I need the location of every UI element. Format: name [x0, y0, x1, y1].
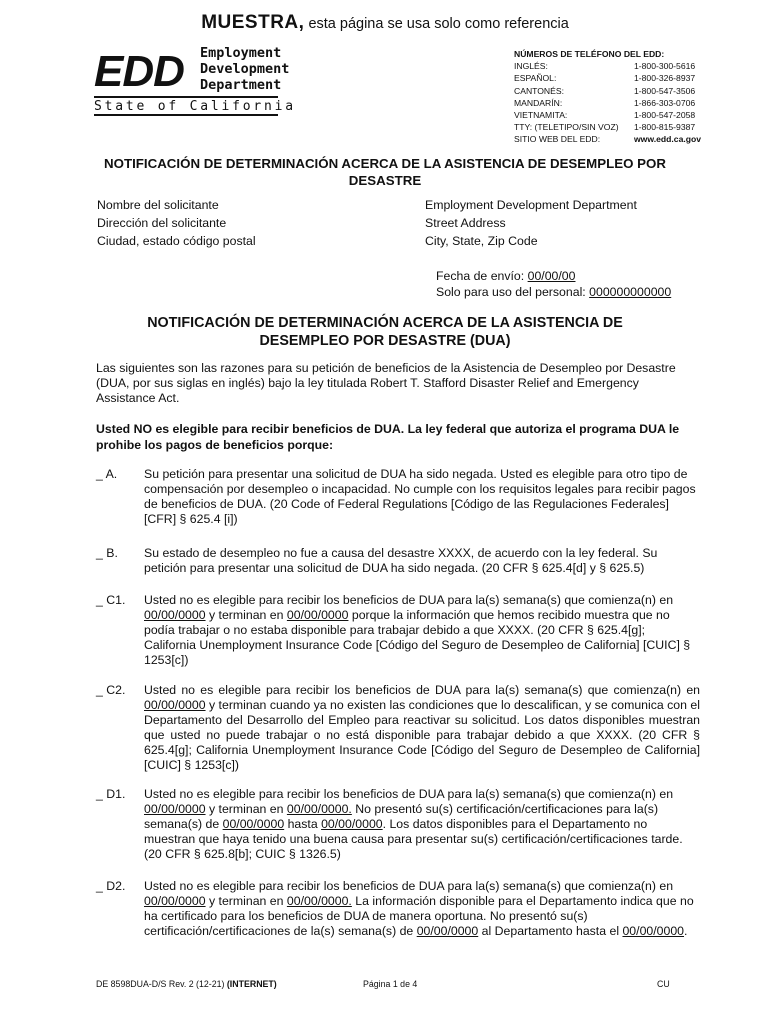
- edd-logo-rule-top: [94, 96, 278, 98]
- edd-logo: [94, 44, 296, 114]
- reason-text: Usted no es elegible para recibir los beneficios de DUA para la(s) semana(s) que comienza(n) en 00/00/0000 y terminan en 00/00/0000. No presentó su(s) certificación/certificaciones para la(s) semana(s) de 00/00/0000 hasta 00/00/0000. Los datos disponibles para el Departamento no muestran que haya tenido una buena causa para presentar su(s) certificación/certificaciones tarde. (20 CFR § 625.8[b]; CUIC § 1326.5): [144, 787, 683, 861]
- ineligible-statement: Usted NO es elegible para recibir beneficios de DUA. La ley federal que autoriza el programa DUA le prohibe los pagos de beneficios porque:: [96, 422, 680, 452]
- mail-date-value: 00/00/00: [527, 269, 576, 283]
- phone-row: [514, 121, 714, 133]
- phone-row: [514, 97, 714, 109]
- date-field: 00/00/0000: [416, 924, 479, 938]
- dua-title-line1: NOTIFICACIÓN DE DETERMINACIÓN ACERCA DE LA ASISTENCIA DE: [147, 315, 623, 331]
- phone-row: [514, 72, 714, 84]
- date-field: 00/00/0000.: [286, 802, 352, 816]
- reason-text: Su estado de desempleo no fue a causa del desastre XXXX, de acuerdo con la ley federal. Su petición para presentar una solicitud de DUA ha sido negada. (20 CFR § 625.4[d] y § 625.5): [144, 546, 658, 575]
- reason-text: Usted no es elegible para recibir los beneficios de DUA para la(s) semana(s) que comienza(n) en 00/00/0000 y terminan cuando ya no existen las condiciones que lo descalifican, y se comunica con el Departamento del Desarrollo del Empleo para reactivar su solicitud. Los datos disponibles muestran que usted no puede trabajar o no está disponible para trabajar debido a que XXXX. (20 CFR § 625.4[g]; California Unemployment Insurance Code [Código del Seguro de Desempleo de California] [CUIC] § 1253[c]): [144, 683, 700, 772]
- website-label: SITIO WEB DEL EDD:: [514, 134, 601, 145]
- date-field: 00/00/0000: [222, 817, 285, 831]
- date-block: [436, 268, 671, 300]
- phone-value: 1-800-547-3506: [634, 85, 696, 96]
- staff-use-value: 000000000000: [589, 285, 672, 299]
- phone-value: 1-800-815-9387: [634, 122, 696, 133]
- edd-logo-acronym: EDD: [94, 47, 184, 96]
- reason-text: Usted no es elegible para recibir los beneficios de DUA para la(s) semana(s) que comienza(n) en 00/00/0000 y terminan en 00/00/0000 porque la información que hemos recibido muestra que no podía trabajar o no estaba disponible para trabajar debido a que XXXX. (20 CFR § 625.4[g]; California Unemployment Insurance Code [Código del Seguro de Desempleo de California] [CUIC] § 1253[c]): [144, 593, 691, 667]
- date-field: 00/00/0000: [286, 608, 349, 622]
- claimant-address: Dirección del solicitante: [97, 216, 227, 230]
- website-link[interactable]: www.edd.ca.gov: [634, 134, 702, 145]
- claimant-address-block: [97, 196, 256, 250]
- reason-code[interactable]: _ A.: [96, 467, 118, 481]
- date-field: 00/00/0000: [144, 894, 206, 908]
- phone-value: 1-800-547-2058: [634, 110, 696, 121]
- reason-code[interactable]: _ D1.: [96, 787, 126, 801]
- date-field: 00/00/0000: [321, 817, 383, 831]
- reason-code[interactable]: _ C1.: [96, 593, 126, 607]
- agency-address-block: [425, 196, 637, 250]
- date-field: 00/00/0000: [144, 608, 206, 622]
- agency-address: Street Address: [425, 216, 506, 230]
- phone-numbers: [514, 48, 714, 146]
- edd-logo-line2: Development: [200, 61, 290, 77]
- reason-code[interactable]: _ D2.: [96, 879, 126, 893]
- phone-value: 1-800-326-8937: [634, 73, 696, 84]
- phone-label: ESPAÑOL:: [514, 73, 557, 84]
- claimant-city: Ciudad, estado código postal: [97, 234, 256, 248]
- claimant-name: Nombre del solicitante: [97, 198, 219, 212]
- edd-logo-state: State of California: [94, 99, 296, 114]
- notice-title: [60, 155, 710, 189]
- mail-date-label: Fecha de envío:: [436, 269, 528, 283]
- phone-label: MANDARÍN:: [514, 97, 563, 108]
- reason-d1: [96, 787, 706, 862]
- date-field: 00/00/0000: [622, 924, 685, 938]
- notice-title-line1: NOTIFICACIÓN DE DETERMINACIÓN ACERCA DE LA ASISTENCIA DE DESEMPLEO POR: [104, 156, 666, 171]
- date-field: 00/00/0000: [144, 698, 206, 712]
- dua-title: [80, 314, 690, 350]
- reason-code[interactable]: _ B.: [96, 546, 118, 560]
- phone-value: 1-866-303-0706: [634, 97, 696, 108]
- phone-label: INGLÉS:: [514, 61, 548, 72]
- phone-row: [514, 60, 714, 72]
- website-row: [514, 133, 714, 145]
- sample-banner-big: MUESTRA,: [201, 12, 305, 33]
- notice-title-line2: DESASTRE: [348, 173, 422, 188]
- reason-d2: [96, 879, 706, 939]
- phone-label: TTY: (TELETIPO/SIN VOZ): [514, 122, 619, 133]
- date-field: 00/00/0000: [144, 802, 206, 816]
- phone-label: VIETNAMITA:: [514, 110, 568, 121]
- edd-logo-name: [200, 45, 289, 93]
- form-code: CU: [657, 979, 670, 989]
- edd-logo-line3: Department: [200, 77, 282, 93]
- agency-name: Employment Development Department: [425, 198, 637, 212]
- reason-c1: [96, 593, 706, 668]
- phone-value: 1-800-300-5616: [634, 61, 696, 72]
- mail-date: [436, 268, 671, 284]
- reason-b: [96, 546, 706, 576]
- reason-a: [96, 467, 706, 527]
- intro-paragraph: Las siguientes son las razones para su petición de beneficios de la Asistencia de Desempleo por Desastre (DUA, por sus siglas en inglés) bajo la ley titulada Robert T. Stafford Disaster Relief and Emergency Assistance Act.: [96, 361, 676, 405]
- phone-row: [514, 85, 714, 97]
- edd-logo-line1: Employment: [200, 45, 282, 61]
- page-number: Página 1 de 4: [363, 979, 418, 989]
- phone-label: CANTONÉS:: [514, 85, 564, 96]
- phone-row: [514, 109, 714, 121]
- agency-city: City, State, Zip Code: [425, 234, 538, 248]
- reason-text: Usted no es elegible para recibir los beneficios de DUA para la(s) semana(s) que comienza(n) en 00/00/0000 y terminan en 00/00/0000. La información disponible para el Departamento indica que no ha certificado para los beneficios de DUA de manera oportuna. No presentó su(s) certificación/certificaciones de la(s) semana(s) de 00/00/0000 al Departamento hasta el 00/00/0000.: [144, 879, 694, 938]
- form-number: DE 8598DUA-D/S Rev. 2 (12-21) (INTERNET): [96, 979, 277, 989]
- reason-text: Su petición para presentar una solicitud de DUA ha sido negada. Usted es elegible para otro tipo de compensación por desempleo o incapacidad. No cumple con los requisitos legales para recibir pagos de beneficios de DUA. (20 Code of Federal Regulations [Código de las Regulaciones Federales] [CFR] § 625.4 [i]): [144, 467, 696, 526]
- edd-logo-rule-bottom: [94, 114, 278, 116]
- reason-code[interactable]: _ C2.: [96, 683, 126, 697]
- dua-title-line2: DESEMPLEO POR DESASTRE (DUA): [259, 333, 511, 349]
- reason-c2: [96, 683, 706, 773]
- staff-use-label: Solo para uso del personal:: [436, 285, 590, 299]
- date-field: 00/00/0000.: [286, 894, 352, 908]
- sample-banner: [0, 12, 770, 34]
- sample-banner-text: esta página se usa solo como referencia: [304, 16, 569, 32]
- staff-use: [436, 284, 671, 300]
- phone-numbers-title: NÚMEROS DE TELÉFONO DEL EDD:: [514, 49, 665, 59]
